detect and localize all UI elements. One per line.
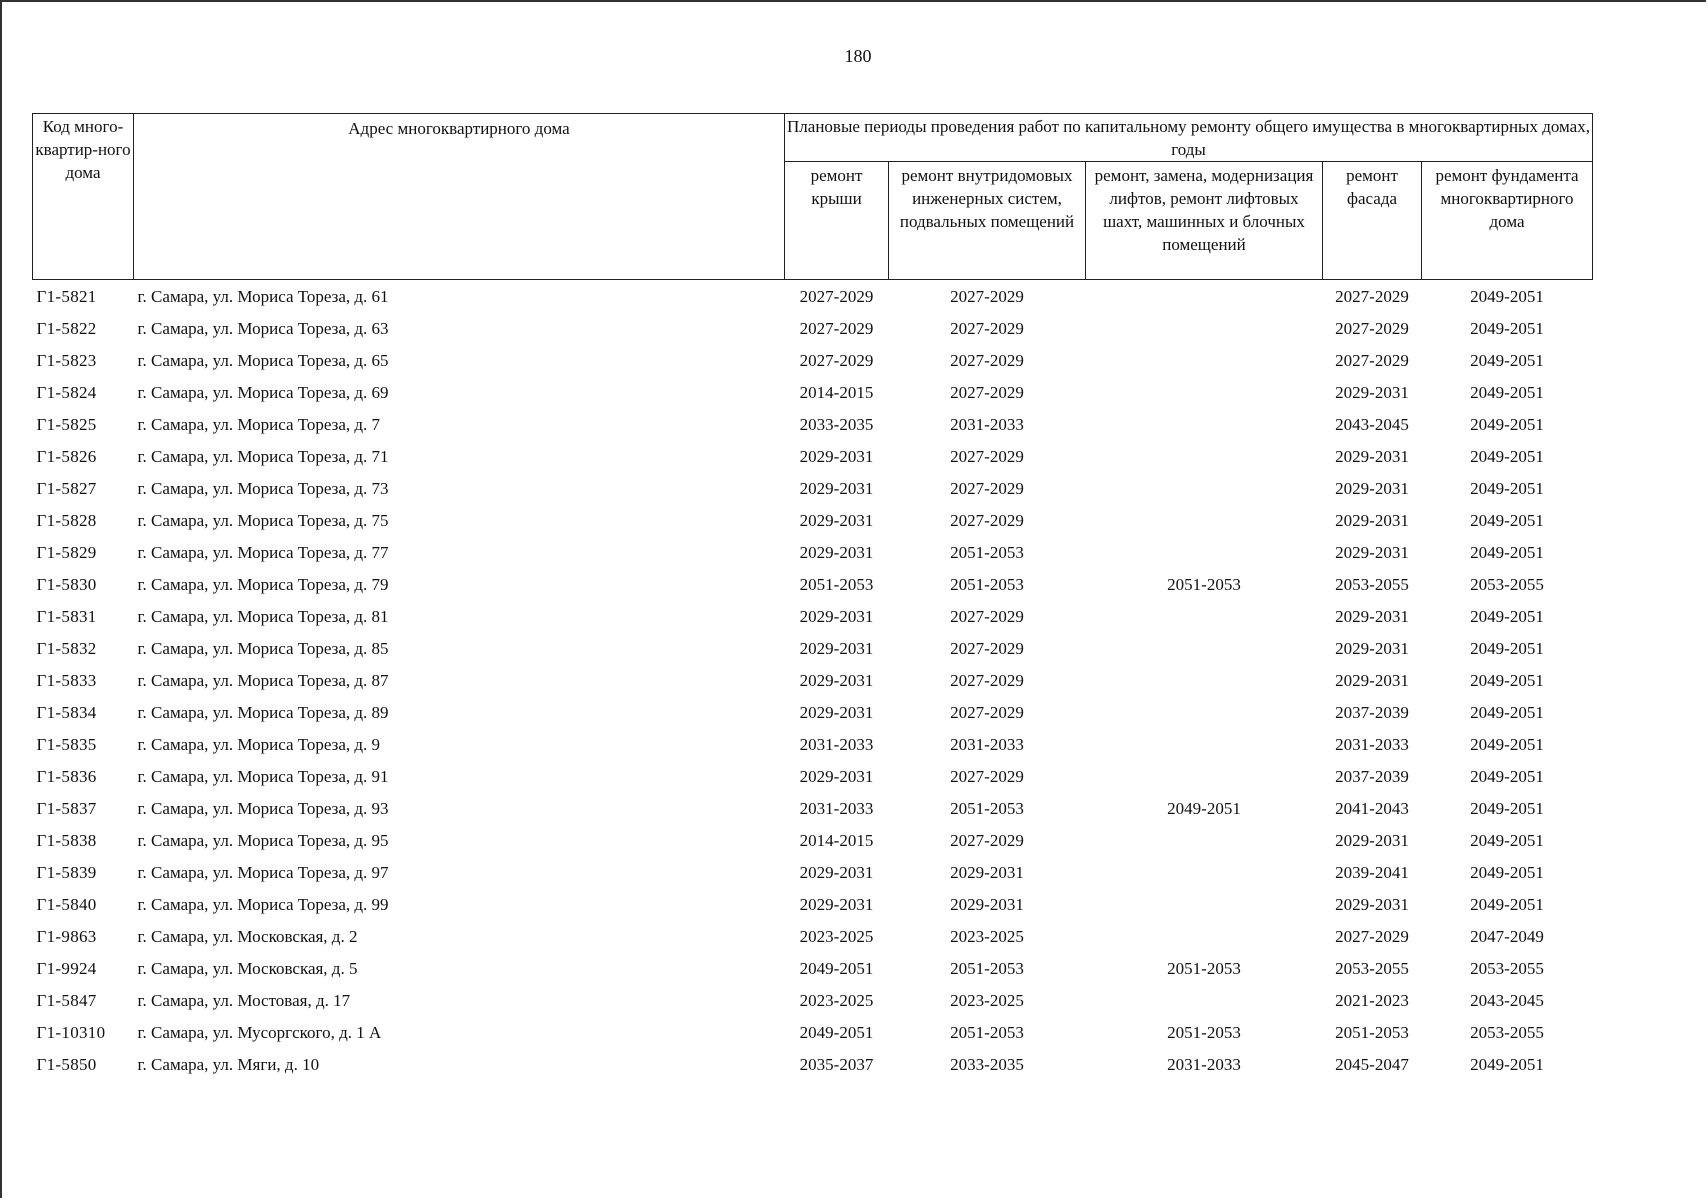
table-row bbox=[33, 696, 1593, 728]
page-number: 180 bbox=[844, 46, 872, 66]
cell-roof: 2029-2031 bbox=[799, 510, 874, 530]
cell-engineering: 2051-2053 bbox=[950, 1022, 1024, 1042]
cell-roof: 2031-2033 bbox=[799, 734, 874, 754]
cell-address: г. Самара, ул. Мориса Тореза, д. 95 bbox=[137, 830, 389, 850]
cell-address: г. Самара, ул. Мориса Тореза, д. 93 bbox=[137, 798, 389, 818]
cell-engineering: 2029-2031 bbox=[950, 894, 1024, 914]
cell-roof: 2029-2031 bbox=[799, 894, 874, 914]
cell-code: Г1-9863 bbox=[36, 926, 97, 946]
cell-foundation: 2049-2051 bbox=[1470, 606, 1544, 626]
cell-foundation: 2053-2055 bbox=[1470, 958, 1544, 978]
table-row bbox=[33, 536, 1593, 568]
cell-facade: 2029-2031 bbox=[1335, 542, 1409, 562]
cell-address: г. Самара, ул. Мусоргского, д. 1 А bbox=[137, 1022, 382, 1042]
cell-elevator bbox=[1086, 600, 1323, 632]
cell-elevator: 2031-2033 bbox=[1167, 1054, 1241, 1074]
cell-code: Г1-5830 bbox=[36, 574, 97, 594]
cell-address: г. Самара, ул. Мориса Тореза, д. 79 bbox=[137, 574, 389, 594]
cell-code: Г1-5850 bbox=[36, 1054, 97, 1074]
table-row bbox=[33, 824, 1593, 856]
cell-code: Г1-5822 bbox=[36, 318, 97, 338]
cell-code: Г1-5837 bbox=[36, 798, 97, 818]
cell-roof: 2049-2051 bbox=[799, 1022, 874, 1042]
cell-roof: 2049-2051 bbox=[799, 958, 874, 978]
cell-roof: 2029-2031 bbox=[799, 638, 874, 658]
table-row bbox=[33, 376, 1593, 408]
cell-elevator bbox=[1086, 440, 1323, 472]
cell-roof: 2027-2029 bbox=[799, 286, 874, 306]
cell-elevator bbox=[1086, 632, 1323, 664]
cell-foundation: 2049-2051 bbox=[1470, 766, 1544, 786]
cell-facade: 2037-2039 bbox=[1335, 766, 1409, 786]
cell-elevator bbox=[1086, 984, 1323, 1016]
cell-foundation: 2049-2051 bbox=[1470, 1054, 1544, 1074]
cell-engineering: 2027-2029 bbox=[950, 318, 1024, 338]
table-row bbox=[33, 504, 1593, 536]
table-row bbox=[33, 1016, 1593, 1048]
cell-address: г. Самара, ул. Мориса Тореза, д. 89 bbox=[137, 702, 389, 722]
table-row bbox=[33, 728, 1593, 760]
table-row bbox=[33, 952, 1593, 984]
header-code: Код много-квартир-ного дома bbox=[33, 114, 134, 280]
cell-elevator bbox=[1086, 344, 1323, 376]
cell-address: г. Самара, ул. Мориса Тореза, д. 61 bbox=[137, 286, 389, 306]
cell-roof: 2051-2053 bbox=[799, 574, 874, 594]
cell-engineering: 2027-2029 bbox=[950, 350, 1024, 370]
cell-foundation: 2049-2051 bbox=[1470, 894, 1544, 914]
cell-foundation: 2049-2051 bbox=[1470, 414, 1544, 434]
cell-facade: 2045-2047 bbox=[1335, 1054, 1409, 1074]
cell-facade: 2027-2029 bbox=[1335, 318, 1409, 338]
cell-address: г. Самара, ул. Мориса Тореза, д. 91 bbox=[137, 766, 389, 786]
cell-facade: 2053-2055 bbox=[1335, 574, 1409, 594]
cell-foundation: 2049-2051 bbox=[1470, 478, 1544, 498]
cell-engineering: 2027-2029 bbox=[950, 478, 1024, 498]
cell-address: г. Самара, ул. Мориса Тореза, д. 63 bbox=[137, 318, 389, 338]
table-row bbox=[33, 792, 1593, 824]
cell-engineering: 2031-2033 bbox=[950, 734, 1024, 754]
cell-roof: 2014-2015 bbox=[799, 830, 874, 850]
header-engineering: ремонт внутридомовых инженерных систем, подвальных помещений bbox=[889, 162, 1086, 280]
cell-elevator bbox=[1086, 408, 1323, 440]
table-row bbox=[33, 344, 1593, 376]
header-facade: ремонт фасада bbox=[1323, 162, 1422, 280]
cell-engineering: 2027-2029 bbox=[950, 830, 1024, 850]
cell-code: Г1-5821 bbox=[36, 286, 97, 306]
cell-address: г. Самара, ул. Мориса Тореза, д. 85 bbox=[137, 638, 389, 658]
table-row bbox=[33, 472, 1593, 504]
cell-roof: 2029-2031 bbox=[799, 542, 874, 562]
cell-roof: 2029-2031 bbox=[799, 446, 874, 466]
cell-address: г. Самара, ул. Мориса Тореза, д. 69 bbox=[137, 382, 389, 402]
cell-code: Г1-5839 bbox=[36, 862, 97, 882]
cell-roof: 2029-2031 bbox=[799, 606, 874, 626]
table-row bbox=[33, 632, 1593, 664]
cell-address: г. Самара, ул. Московская, д. 2 bbox=[137, 926, 358, 946]
cell-foundation: 2049-2051 bbox=[1470, 542, 1544, 562]
cell-roof: 2035-2037 bbox=[799, 1054, 874, 1074]
table-row bbox=[33, 1048, 1593, 1080]
cell-facade: 2021-2023 bbox=[1335, 990, 1409, 1010]
cell-foundation: 2049-2051 bbox=[1470, 702, 1544, 722]
cell-address: г. Самара, ул. Мориса Тореза, д. 9 bbox=[137, 734, 381, 754]
cell-elevator: 2051-2053 bbox=[1167, 574, 1241, 594]
cell-engineering: 2031-2033 bbox=[950, 414, 1024, 434]
cell-engineering: 2027-2029 bbox=[950, 446, 1024, 466]
cell-elevator bbox=[1086, 696, 1323, 728]
cell-address: г. Самара, ул. Мориса Тореза, д. 97 bbox=[137, 862, 389, 882]
cell-address: г. Самара, ул. Мориса Тореза, д. 71 bbox=[137, 446, 389, 466]
cell-foundation: 2049-2051 bbox=[1470, 638, 1544, 658]
header-elevator: ремонт, замена, модернизация лифтов, ремонт лифтовых шахт, машинных и блочных помещений bbox=[1086, 162, 1323, 280]
cell-address: г. Самара, ул. Мяги, д. 10 bbox=[137, 1054, 320, 1074]
cell-elevator bbox=[1086, 664, 1323, 696]
cell-address: г. Самара, ул. Мориса Тореза, д. 77 bbox=[137, 542, 389, 562]
cell-elevator bbox=[1086, 920, 1323, 952]
cell-code: Г1-5847 bbox=[36, 990, 97, 1010]
cell-code: Г1-5828 bbox=[36, 510, 97, 530]
header-planned-periods: Плановые периоды проведения работ по капитальному ремонту общего имущества в многоквартирных домах, годы bbox=[785, 114, 1593, 162]
cell-facade: 2027-2029 bbox=[1335, 286, 1409, 306]
cell-code: Г1-5829 bbox=[36, 542, 97, 562]
cell-roof: 2029-2031 bbox=[799, 478, 874, 498]
header-roof: ремонт крыши bbox=[785, 162, 889, 280]
cell-foundation: 2053-2055 bbox=[1470, 1022, 1544, 1042]
cell-elevator bbox=[1086, 888, 1323, 920]
table-row bbox=[33, 664, 1593, 696]
cell-foundation: 2053-2055 bbox=[1470, 574, 1544, 594]
cell-elevator bbox=[1086, 728, 1323, 760]
cell-elevator bbox=[1086, 824, 1323, 856]
cell-roof: 2027-2029 bbox=[799, 350, 874, 370]
cell-engineering: 2033-2035 bbox=[950, 1054, 1024, 1074]
cell-facade: 2027-2029 bbox=[1335, 926, 1409, 946]
table-row bbox=[33, 856, 1593, 888]
repair-schedule-table bbox=[32, 113, 1593, 1080]
cell-code: Г1-5832 bbox=[36, 638, 97, 658]
cell-foundation: 2049-2051 bbox=[1470, 446, 1544, 466]
cell-facade: 2041-2043 bbox=[1335, 798, 1409, 818]
cell-roof: 2033-2035 bbox=[799, 414, 874, 434]
cell-elevator bbox=[1086, 376, 1323, 408]
cell-engineering: 2027-2029 bbox=[950, 638, 1024, 658]
cell-facade: 2053-2055 bbox=[1335, 958, 1409, 978]
cell-foundation: 2049-2051 bbox=[1470, 862, 1544, 882]
cell-address: г. Самара, ул. Мориса Тореза, д. 99 bbox=[137, 894, 389, 914]
cell-address: г. Самара, ул. Мориса Тореза, д. 81 bbox=[137, 606, 389, 626]
cell-foundation: 2049-2051 bbox=[1470, 670, 1544, 690]
cell-elevator bbox=[1086, 312, 1323, 344]
cell-engineering: 2027-2029 bbox=[950, 510, 1024, 530]
cell-address: г. Самара, ул. Мориса Тореза, д. 73 bbox=[137, 478, 389, 498]
cell-elevator bbox=[1086, 856, 1323, 888]
cell-elevator: 2049-2051 bbox=[1167, 798, 1241, 818]
cell-engineering: 2051-2053 bbox=[950, 574, 1024, 594]
cell-code: Г1-5836 bbox=[36, 766, 97, 786]
table-row bbox=[33, 408, 1593, 440]
cell-facade: 2029-2031 bbox=[1335, 894, 1409, 914]
header-foundation: ремонт фундамента многоквартирного дома bbox=[1422, 162, 1593, 280]
cell-code: Г1-5824 bbox=[36, 382, 97, 402]
cell-elevator: 2051-2053 bbox=[1167, 1022, 1241, 1042]
cell-foundation: 2049-2051 bbox=[1470, 798, 1544, 818]
cell-engineering: 2023-2025 bbox=[950, 926, 1024, 946]
cell-foundation: 2049-2051 bbox=[1470, 318, 1544, 338]
table-row bbox=[33, 760, 1593, 792]
cell-facade: 2029-2031 bbox=[1335, 830, 1409, 850]
cell-address: г. Самара, ул. Мориса Тореза, д. 65 bbox=[137, 350, 389, 370]
table-row bbox=[33, 280, 1593, 313]
cell-engineering: 2027-2029 bbox=[950, 702, 1024, 722]
cell-elevator bbox=[1086, 280, 1323, 313]
cell-code: Г1-5840 bbox=[36, 894, 97, 914]
table-row bbox=[33, 568, 1593, 600]
cell-facade: 2029-2031 bbox=[1335, 382, 1409, 402]
cell-engineering: 2027-2029 bbox=[950, 766, 1024, 786]
cell-foundation: 2047-2049 bbox=[1470, 926, 1544, 946]
cell-engineering: 2027-2029 bbox=[950, 286, 1024, 306]
cell-address: г. Самара, ул. Мориса Тореза, д. 75 bbox=[137, 510, 389, 530]
cell-code: Г1-9924 bbox=[36, 958, 97, 978]
cell-facade: 2043-2045 bbox=[1335, 414, 1409, 434]
cell-foundation: 2049-2051 bbox=[1470, 734, 1544, 754]
table-row bbox=[33, 920, 1593, 952]
cell-elevator bbox=[1086, 472, 1323, 504]
cell-facade: 2029-2031 bbox=[1335, 510, 1409, 530]
cell-roof: 2023-2025 bbox=[799, 990, 874, 1010]
cell-elevator bbox=[1086, 504, 1323, 536]
cell-foundation: 2049-2051 bbox=[1470, 350, 1544, 370]
header-address: Адрес многоквартирного дома bbox=[134, 114, 785, 280]
table-row bbox=[33, 984, 1593, 1016]
cell-facade: 2029-2031 bbox=[1335, 670, 1409, 690]
cell-engineering: 2027-2029 bbox=[950, 670, 1024, 690]
cell-engineering: 2027-2029 bbox=[950, 606, 1024, 626]
table-body bbox=[33, 280, 1593, 1081]
cell-address: г. Самара, ул. Московская, д. 5 bbox=[137, 958, 358, 978]
cell-code: Г1-5833 bbox=[36, 670, 97, 690]
cell-facade: 2051-2053 bbox=[1335, 1022, 1409, 1042]
cell-engineering: 2051-2053 bbox=[950, 958, 1024, 978]
cell-engineering: 2051-2053 bbox=[950, 542, 1024, 562]
cell-facade: 2029-2031 bbox=[1335, 638, 1409, 658]
cell-facade: 2029-2031 bbox=[1335, 478, 1409, 498]
cell-code: Г1-5823 bbox=[36, 350, 97, 370]
cell-code: Г1-5838 bbox=[36, 830, 97, 850]
cell-facade: 2037-2039 bbox=[1335, 702, 1409, 722]
cell-facade: 2039-2041 bbox=[1335, 862, 1409, 882]
cell-address: г. Самара, ул. Мориса Тореза, д. 87 bbox=[137, 670, 389, 690]
cell-roof: 2029-2031 bbox=[799, 670, 874, 690]
cell-address: г. Самара, ул. Мостовая, д. 17 bbox=[137, 990, 351, 1010]
cell-code: Г1-5825 bbox=[36, 414, 97, 434]
cell-engineering: 2051-2053 bbox=[950, 798, 1024, 818]
cell-engineering: 2029-2031 bbox=[950, 862, 1024, 882]
cell-roof: 2023-2025 bbox=[799, 926, 874, 946]
table-row bbox=[33, 312, 1593, 344]
cell-foundation: 2049-2051 bbox=[1470, 510, 1544, 530]
cell-roof: 2027-2029 bbox=[799, 318, 874, 338]
cell-code: Г1-5831 bbox=[36, 606, 97, 626]
cell-foundation: 2049-2051 bbox=[1470, 286, 1544, 306]
cell-address: г. Самара, ул. Мориса Тореза, д. 7 bbox=[137, 414, 381, 434]
cell-engineering: 2027-2029 bbox=[950, 382, 1024, 402]
cell-roof: 2029-2031 bbox=[799, 766, 874, 786]
cell-foundation: 2049-2051 bbox=[1470, 382, 1544, 402]
cell-elevator bbox=[1086, 760, 1323, 792]
cell-roof: 2031-2033 bbox=[799, 798, 874, 818]
cell-code: Г1-5834 bbox=[36, 702, 97, 722]
table-row bbox=[33, 440, 1593, 472]
cell-facade: 2031-2033 bbox=[1335, 734, 1409, 754]
cell-facade: 2029-2031 bbox=[1335, 606, 1409, 626]
cell-code: Г1-5835 bbox=[36, 734, 97, 754]
cell-elevator: 2051-2053 bbox=[1167, 958, 1241, 978]
cell-facade: 2029-2031 bbox=[1335, 446, 1409, 466]
cell-engineering: 2023-2025 bbox=[950, 990, 1024, 1010]
cell-foundation: 2043-2045 bbox=[1470, 990, 1544, 1010]
cell-roof: 2014-2015 bbox=[799, 382, 874, 402]
cell-foundation: 2049-2051 bbox=[1470, 830, 1544, 850]
table-row bbox=[33, 888, 1593, 920]
cell-roof: 2029-2031 bbox=[799, 862, 874, 882]
cell-elevator bbox=[1086, 536, 1323, 568]
table-header bbox=[33, 114, 1593, 280]
cell-roof: 2029-2031 bbox=[799, 702, 874, 722]
table-row bbox=[33, 600, 1593, 632]
cell-code: Г1-10310 bbox=[36, 1022, 106, 1042]
cell-code: Г1-5827 bbox=[36, 478, 97, 498]
cell-code: Г1-5826 bbox=[36, 446, 97, 466]
cell-facade: 2027-2029 bbox=[1335, 350, 1409, 370]
